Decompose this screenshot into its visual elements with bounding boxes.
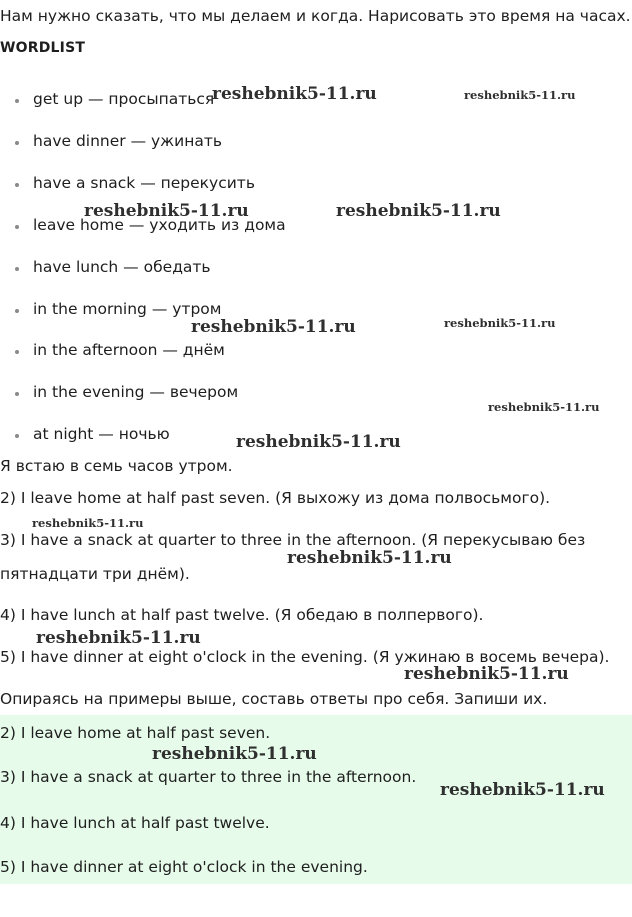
bullet: [15, 434, 19, 438]
example-line: 3) I have a snack at quarter to three in the afternoon. (Я перекусываю без: [0, 531, 586, 549]
watermark: reshebnik5-11.ru: [32, 516, 144, 530]
list-item: have a snack — перекусить: [33, 174, 255, 192]
task-text: Опираясь на примеры выше, составь ответы про себя. Запиши их.: [0, 690, 548, 708]
list-item: in the morning — утром: [33, 300, 222, 318]
bullet: [15, 141, 19, 145]
example-line: пятнадцати три днём).: [0, 565, 190, 583]
bullet: [15, 267, 19, 271]
answer-line: 2) I leave home at half past seven.: [0, 724, 271, 742]
example-line: 5) I have dinner at eight o'clock in the evening. (Я ужинаю в восемь вечера).: [0, 648, 610, 666]
answer-line: 4) I have lunch at half past twelve.: [0, 814, 270, 832]
list-item: get up — просыпаться: [33, 90, 215, 108]
watermark: reshebnik5-11.ru: [488, 400, 600, 414]
watermark: reshebnik5-11.ru: [464, 88, 576, 102]
list-item: in the afternoon — днём: [33, 341, 225, 359]
watermark: reshebnik5-11.ru: [336, 201, 501, 221]
list-item: in the evening — вечером: [33, 383, 239, 401]
example-line: Я встаю в семь часов утром.: [0, 457, 233, 475]
list-item: leave home — уходить из дома: [33, 216, 286, 234]
list-item: have lunch — обедать: [33, 258, 211, 276]
watermark: reshebnik5-11.ru: [36, 628, 201, 648]
list-item: at night — ночью: [33, 425, 170, 443]
answer-line: 5) I have dinner at eight o'clock in the evening.: [0, 858, 368, 876]
watermark: reshebnik5-11.ru: [287, 548, 452, 568]
watermark: reshebnik5-11.ru: [152, 744, 317, 764]
example-line: 2) I leave home at half past seven. (Я выхожу из дома полвосьмого).: [0, 489, 551, 507]
bullet: [15, 350, 19, 354]
answer-line: 3) I have a snack at quarter to three in the afternoon.: [0, 768, 417, 786]
bullet: [15, 99, 19, 103]
watermark: reshebnik5-11.ru: [404, 664, 569, 684]
watermark: reshebnik5-11.ru: [212, 84, 377, 104]
bullet: [15, 225, 19, 229]
example-line: 4) I have lunch at half past twelve. (Я обедаю в полпервого).: [0, 606, 484, 624]
bullet: [15, 309, 19, 313]
watermark: reshebnik5-11.ru: [440, 780, 605, 800]
bullet: [15, 183, 19, 187]
bullet: [15, 392, 19, 396]
watermark: reshebnik5-11.ru: [84, 201, 249, 221]
wordlist-heading: WORDLIST: [0, 40, 86, 56]
watermark: reshebnik5-11.ru: [236, 432, 401, 452]
watermark: reshebnik5-11.ru: [444, 316, 556, 330]
list-item: have dinner — ужинать: [33, 132, 223, 150]
intro-text: Нам нужно сказать, что мы делаем и когда. Нарисовать это время на часах.: [0, 7, 631, 25]
watermark: reshebnik5-11.ru: [191, 317, 356, 337]
